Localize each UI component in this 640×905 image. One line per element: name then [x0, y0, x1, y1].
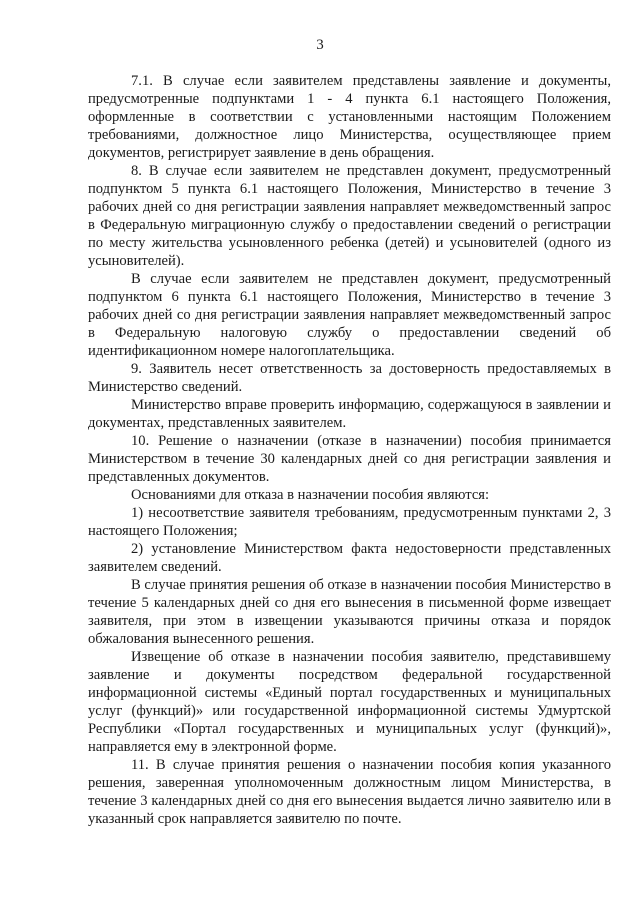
document-body [88, 72, 611, 828]
paragraph-ground-2: 2) установление Министерством факта недостоверности представленных заявителем сведений. [88, 541, 611, 575]
paragraph-refusal-notice: В случае принятия решения об отказе в назначении пособия Министерство в течение 5 календарных дней со дня его вынесения в письменной форме извещает заявителя, при этом в извещении указываются причины отказа и порядок обжалования вынесенного решения. [88, 577, 611, 647]
paragraph-electronic-notice: Извещение об отказе в назначении пособия заявителю, представившему заявление и документы посредством федеральной государственной информационной системы «Единый портал государственных и муниципальных услуг (функций)» или государственной информационной системы Удмуртской Республики «Портал государственных и муниципальных услуг (функций)», направляется ему в электронной форме. [88, 649, 611, 755]
paragraph-11: 11. В случае принятия решения о назначении пособия копия указанного решения, заверенная уполномоченным должностным лицом Министерства, в течение 3 календарных дней со дня его вынесения выдается лично заявителю или в указанный срок направляется заявителю по почте. [88, 757, 611, 827]
paragraph-9-verify: Министерство вправе проверить информацию, содержащуюся в заявлении и документах, представленных заявителем. [88, 397, 611, 431]
paragraph-ground-1: 1) несоответствие заявителя требованиям, предусмотренным пунктами 2, 3 настоящего Положения; [88, 505, 611, 539]
page-number: 3 [316, 37, 324, 53]
paragraph-refusal-grounds: Основаниями для отказа в назначении пособия являются: [131, 487, 490, 503]
paragraph-8-tax: В случае если заявителем не представлен документ, предусмотренный подпунктом 6 пункта 6.1 настоящего Положения, Министерство в течение 3 рабочих дней со дня регистрации заявления направляет межведомственный запрос в Федеральную налоговую службу о предоставлении сведений об идентификационном номере налогоплательщика. [88, 271, 611, 359]
paragraph-9: 9. Заявитель несет ответственность за достоверность предоставляемых в Министерство сведений. [88, 361, 611, 395]
paragraph-10: 10. Решение о назначении (отказе в назначении) пособия принимается Министерством в течение 30 календарных дней со дня регистрации заявления и представленных документов. [88, 433, 611, 485]
paragraph-8: 8. В случае если заявителем не представлен документ, предусмотренный подпунктом 5 пункта 6.1 настоящего Положения, Министерство в течение 3 рабочих дней со дня регистрации заявления направляет межведомственный запрос в Федеральную миграционную службу о предоставлении сведений о регистрации по месту жительства усыновленного ребенка (детей) и усыновителей (одного из усыновителей). [88, 163, 611, 269]
paragraph-7-1: 7.1. В случае если заявителем представлены заявление и документы, предусмотренные подпунктами 1 - 4 пункта 6.1 настоящего Положения, оформленные в соответствии с установленными настоящим Положением требованиями, должностное лицо Министерства, осуществляющее прием документов, регистрирует заявление в день обращения. [88, 73, 611, 161]
